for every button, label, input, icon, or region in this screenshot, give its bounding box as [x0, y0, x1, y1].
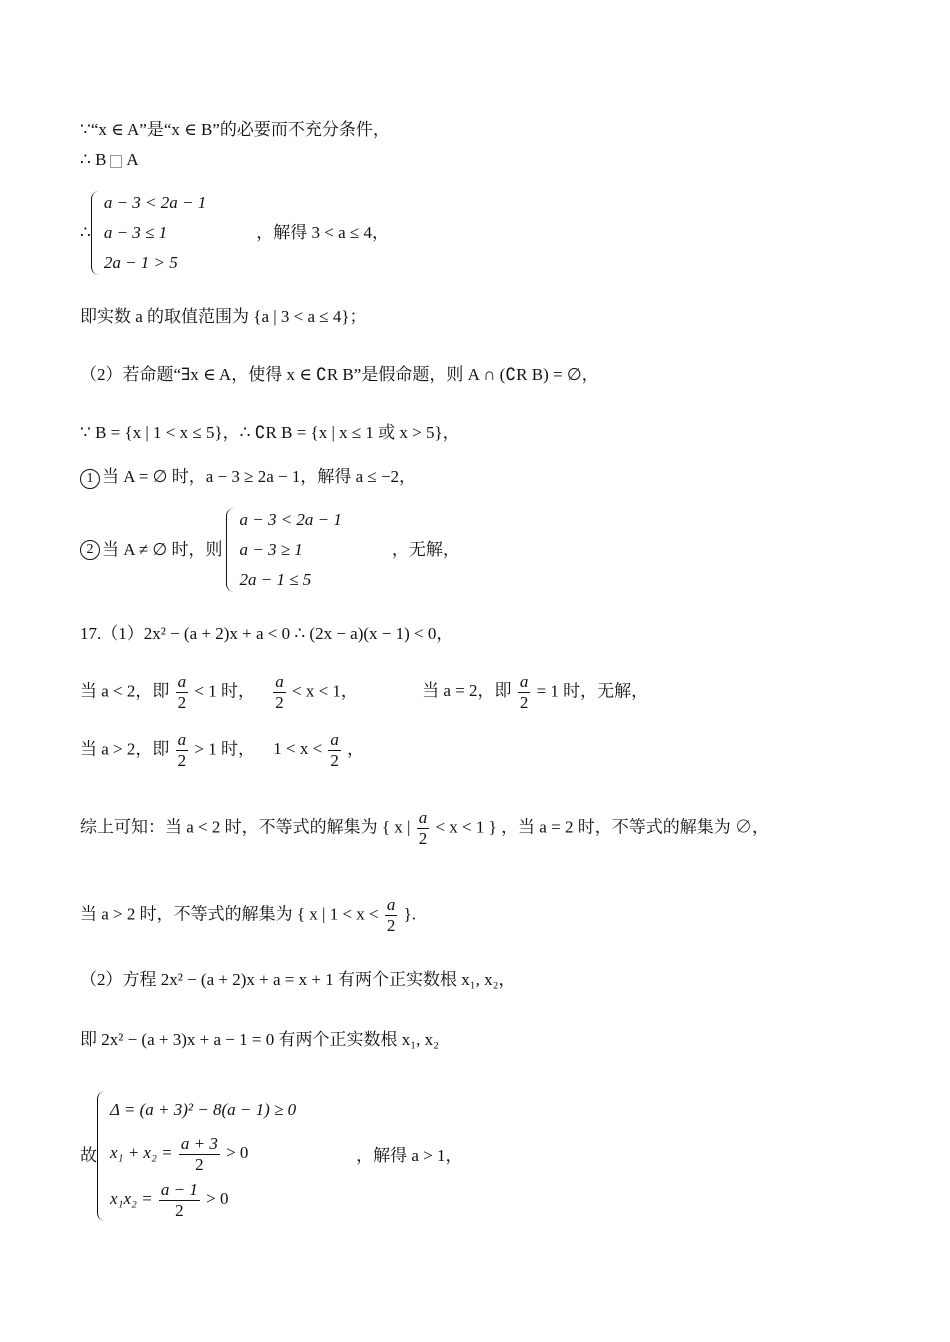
case-text: 当 a < 2，即: [80, 681, 170, 701]
ineq-row: 2a − 1 > 5: [103, 253, 178, 272]
line-range: 即实数 a 的取值范围为 {a | 3 < a ≤ 4}；: [80, 307, 367, 326]
denominator: 2: [195, 1154, 204, 1174]
set-notation: { x | 1 < x <: [296, 904, 379, 924]
part2-complement: ∵ B = {x | 1 < x ≤ 5}，∴ ∁R B = {x | x ≤ 1 或 x > 5}，: [80, 423, 460, 442]
condition-row: Δ = (a + 3)² − 8(a − 1) ≥ 0: [110, 1100, 297, 1119]
fraction: [159, 1180, 200, 1221]
subset-left: ∴ B: [80, 150, 107, 169]
condition-text: x₁x₂ =: [110, 1189, 153, 1208]
circled-number-icon: 2: [80, 540, 100, 560]
numerator: a − 1: [160, 1179, 198, 1199]
q17-case-gt: [80, 730, 364, 771]
case-text: 1 < x <: [273, 739, 323, 759]
system-1-result: ，解得 3 < a ≤ 4，: [256, 223, 389, 242]
numerator: a: [330, 730, 339, 749]
fraction: [176, 672, 189, 713]
ineq-row: a − 3 < 2a − 1: [239, 510, 342, 529]
ineq-row: 2a − 1 ≤ 5: [239, 570, 312, 589]
summary-text: 综上可知：当 a < 2 时，不等式的解集为: [80, 817, 378, 837]
summary-2: [80, 895, 416, 936]
summary-text: ，当 a = 2 时，不等式的解集为 ∅，: [501, 817, 769, 837]
system-3-result: ，解得 a > 1，: [356, 1146, 463, 1165]
denominator: 2: [386, 916, 396, 935]
condition-text: > 0: [226, 1143, 249, 1162]
fraction: [417, 808, 430, 849]
fraction: [518, 672, 531, 713]
subset-symbol-icon: [110, 155, 122, 168]
case-2-prefix: 当 A ≠ ∅ 时，则: [102, 540, 223, 559]
set-notation: { x |: [381, 817, 411, 837]
case-1: [80, 465, 416, 489]
set-notation: }.: [403, 904, 417, 924]
case-text: < x < 1，: [291, 681, 358, 701]
case-text: = 1 时，无解，: [536, 681, 649, 701]
system-3: [80, 1090, 463, 1222]
ineq-row: a − 3 ≤ 1: [103, 223, 168, 242]
brace-icon: [226, 508, 235, 592]
circled-number-icon: 1: [80, 469, 100, 489]
q17-case-lt: [80, 672, 648, 713]
denominator: 2: [330, 751, 339, 770]
line-subset: [80, 148, 139, 172]
fraction: [273, 672, 286, 713]
condition-text: x₁ + x₂ =: [110, 1143, 173, 1162]
part2-premise: （2）若命题“∃x ∈ A，使得 x ∈ ∁R B”是假命题，则 A ∩ (∁R B) = ∅，: [80, 365, 599, 384]
denominator: 2: [177, 693, 187, 712]
denominator: 2: [519, 693, 529, 712]
set-notation: < x < 1 }: [435, 817, 497, 837]
condition-text: > 0: [206, 1189, 229, 1208]
brace-icon: [97, 1091, 106, 1221]
fraction: [328, 730, 341, 771]
system-2-result: ，无解，: [391, 540, 460, 559]
numerator: a: [275, 672, 284, 691]
q17-line1: 17.（1）2x² − (a + 2)x + a < 0 ∴ (2x − a)(x − 1) < 0，: [80, 624, 454, 643]
numerator: a: [418, 808, 428, 827]
summary-1: [80, 808, 769, 849]
ineq-row: a − 3 ≥ 1: [239, 540, 303, 559]
therefore-label: ∴: [80, 223, 91, 242]
brace-icon: [91, 191, 100, 275]
numerator: a + 3: [180, 1133, 218, 1153]
system-1: [80, 188, 389, 278]
summary-text: 当 a > 2 时，不等式的解集为: [80, 904, 293, 924]
therefore-label: 故: [80, 1146, 97, 1165]
ineq-row: a − 3 < 2a − 1: [103, 193, 207, 212]
fraction: [385, 895, 398, 936]
case-2: [80, 505, 460, 595]
numerator: a: [519, 672, 529, 691]
line-condition: ∵“x ∈ A”是“x ∈ B”的必要而不充分条件，: [80, 120, 390, 139]
q17-part2-line1: （2）方程 2x² − (a + 2)x + a = x + 1 有两个正实数根 x₁, x₂，: [80, 970, 516, 989]
case-text: 当 a = 2，即: [422, 681, 512, 701]
denominator: 2: [275, 693, 284, 712]
case-text: 当 a > 2，即: [80, 739, 170, 759]
q17-part2-line2: 即 2x² − (a + 3)x + a − 1 = 0 有两个正实数根 x₁, x₂: [80, 1030, 440, 1049]
subset-right: A: [126, 150, 139, 169]
numerator: a: [177, 672, 187, 691]
denominator: 2: [177, 751, 187, 770]
fraction: [176, 730, 189, 771]
case-text: ，: [347, 739, 365, 759]
fraction: [179, 1134, 220, 1175]
denominator: 2: [418, 829, 428, 848]
case-1-text: 当 A = ∅ 时，a − 3 ≥ 2a − 1，解得 a ≤ −2，: [102, 467, 417, 486]
denominator: 2: [175, 1200, 184, 1220]
numerator: a: [177, 730, 187, 749]
case-text: < 1 时，: [194, 681, 255, 701]
case-text: > 1 时，: [194, 739, 255, 759]
numerator: a: [386, 895, 396, 914]
